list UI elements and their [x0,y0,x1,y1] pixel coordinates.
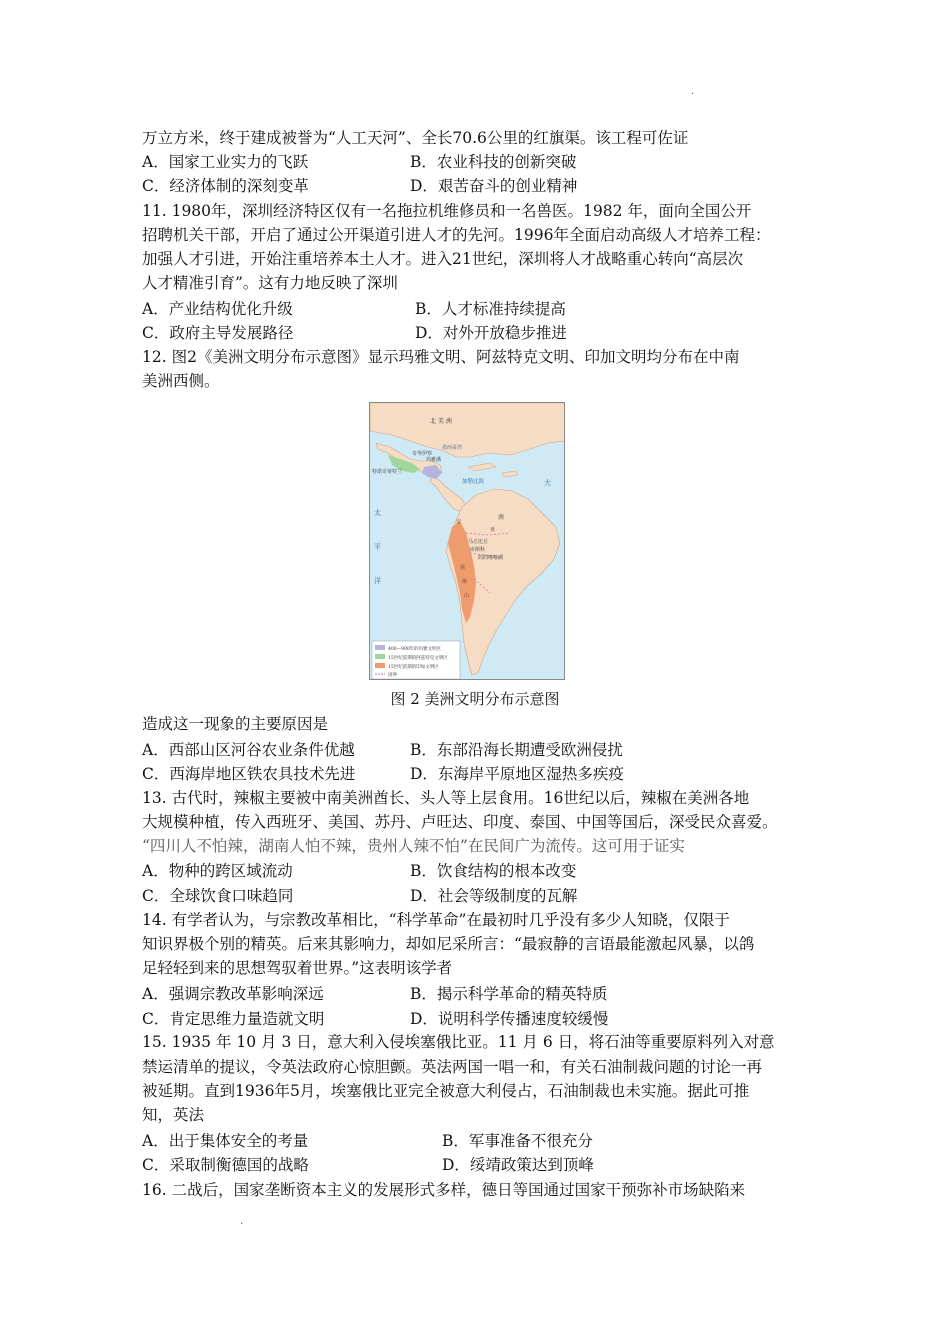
map-figure [370,403,565,680]
label-north-america: 北 美 洲 [430,418,452,425]
q11-option-a[interactable]: A．产业结构优化升级 [142,300,293,318]
q12-option-a[interactable]: A．西部山区河谷农业条件优越 [142,741,355,759]
label-mexico-gulf: 墨西哥湾 [442,445,463,451]
label-mayapan: 玛雅潘 [426,457,442,463]
q12-option-c[interactable]: C．西海岸地区铁农具技术先进 [142,765,356,783]
q15-option-a[interactable]: A．出于集体安全的考量 [142,1132,309,1150]
q15-stem-line-1: 15. 1935 年 10 月 3 日，意大利入侵埃塞俄比亚。11 月 6 日，将石油等重要原料列入对意 [142,1033,775,1051]
q14-stem-line-3: 足轻轻到来的思想驾驭着世界。”这表明该学者 [142,959,453,977]
label-andes-3: 斯 [462,579,468,585]
q12-question-stem: 造成这一现象的主要原因是 [142,715,329,733]
q14-option-d[interactable]: D．说明科学传播速度较缓慢 [410,1010,609,1028]
q12-option-b[interactable]: B．东部沿海长期遭受欧洲侵扰 [410,741,623,759]
q11-option-c[interactable]: C．政府主导发展路径 [142,324,294,342]
q13-option-c[interactable]: C．全球饮食口味趋同 [142,887,294,905]
q11-option-b[interactable]: B．人才标准持续提高 [415,300,566,318]
q15-option-c[interactable]: C．采取制衡德国的战略 [142,1156,309,1174]
legend-swatch-maya [375,645,385,650]
label-cuzco: 马丘比丘 [468,539,489,545]
label-pacific-2: 平 [374,543,381,551]
q16-stem-line-1: 16. 二战后，国家垄断资本主义的发展形式多样，德日等国通过国家干预弥补市场缺陷来 [142,1181,746,1199]
label-caribbean: 加勒比海 [462,479,485,485]
q15-stem-line-3: 被延期。直到1936年5月，埃塞俄比亚完全被意大利侵占，石油制裁也未实施。据此可推 [142,1082,750,1100]
q11-stem-line-3: 加强人才引进，开始注重培养本土人才。进入21世纪，深圳将人才战略重心转向“高层次 [142,250,744,268]
q13-stem-line-3: “四川人不怕辣，湖南人怕不辣，贵州人辣不怕”在民间广为流传。这可用于证实 [142,837,685,855]
legend-aztec: 15世纪前期的阿兹特克文明区 [388,656,448,661]
label-atlantic: 大 [544,479,551,487]
label-andes-4: 山 [464,593,470,599]
legend-swatch-aztec [375,654,385,659]
label-chichen: 奇琴伊察 [412,451,433,457]
q11-stem-line-1: 11. 1980年，深圳经济特区仅有一名拖拉机维修员和一名兽医。1982 年，面向全国公开 [142,202,752,220]
q11-stem-line-4: 人才精准引育”。这有力地反映了深圳 [142,274,398,292]
q14-stem-line-1: 14. 有学者认为，与宗教改革相比，“科学革命”在最初时几乎没有多少人知晓，仅限于 [142,911,730,929]
q15-option-d[interactable]: D．绥靖政策达到顶峰 [442,1156,594,1174]
label-pacific-1: 太 [374,509,381,517]
q10-option-c[interactable]: C．经济体制的深刻变革 [142,177,309,195]
q14-option-c[interactable]: C．肯定思维力量造就文明 [142,1010,325,1028]
legend-swatch-inca [375,663,385,668]
q10-option-b[interactable]: B．农业科技的创新突破 [410,153,577,171]
q15-stem-line-4: 知，英法 [142,1106,205,1124]
figure-caption: 图 2 美洲文明分布示意图 [390,690,560,708]
label-amazon: 亚 [490,527,496,533]
q14-stem-line-2: 知识界极个别的精英。后来其影响力，却如尼采所言：“最寂静的言语最能激起风暴，以鸽 [142,935,755,953]
q13-option-d[interactable]: D．社会等级制度的瓦解 [410,887,578,905]
q14-option-b[interactable]: B．揭示科学革命的精英特质 [410,985,608,1003]
q10-option-a[interactable]: A．国家工业实力的飞跃 [142,153,309,171]
label-andes-1: 安 [456,519,462,525]
header-mark: . [691,86,695,97]
label-tenochtitlan: 特诺奇蒂特兰 [372,469,403,475]
label-machu: 库斯科 [470,547,486,553]
q13-stem-line-2: 大规模种植，传入西班牙、美国、苏丹、卢旺达、印度、泰国、中国等国后，深受民众喜爱。 [142,813,778,831]
label-pacific-3: 洋 [374,577,381,585]
legend-maya: 400—900年的玛雅文明区 [388,647,442,652]
q10-option-d[interactable]: D．艰苦奋斗的创业精神 [410,177,578,195]
q13-stem-line-1: 13. 古代时，辣椒主要被中南美洲酋长、头人等上层食用。16世纪以后，辣椒在美洲各地 [142,789,750,807]
label-andes-2: 第 [460,565,466,571]
q13-option-b[interactable]: B．饮食结构的根本改变 [410,862,577,880]
q12-option-d[interactable]: D．东海岸平原地区湿热多疾疫 [410,765,624,783]
legend-inca: 15世纪前期的印加文明区 [388,665,439,670]
label-titicaca: 的的喀喀湖 [478,555,504,561]
footer-mark: . [240,1216,244,1227]
q12-stem-line-1: 12. 图2《美洲文明分布示意图》显示玛雅文明、阿兹特克文明、印加文明均分布在中南 [142,348,740,366]
q11-stem-line-2: 招聘机关干部，开启了通过公开渠道引进人才的先河。1996年全面启动高级人才培养工程： [142,226,771,244]
q15-option-b[interactable]: B．军事准备不很充分 [442,1132,593,1150]
q13-option-a[interactable]: A．物种的跨区域流动 [142,862,293,880]
q11-option-d[interactable]: D．对外开放稳步推进 [415,324,567,342]
legend-border: 国界 [388,673,397,678]
q14-option-a[interactable]: A．强调宗教改革影响深远 [142,985,324,1003]
americas-civilization-map [369,402,565,680]
q12-stem-line-2: 美洲西侧。 [142,372,220,390]
label-south-america: 南 [498,514,505,521]
q10-stem-line: 万立方米，终于建成被誉为“人工天河”、全长70.6公里的红旗渠。该工程可佐证 [142,129,689,147]
q15-stem-line-2: 禁运清单的提议，令英法政府心惊胆颤。英法两国一唱一和，有关石油制裁问题的讨论一再 [142,1058,763,1076]
